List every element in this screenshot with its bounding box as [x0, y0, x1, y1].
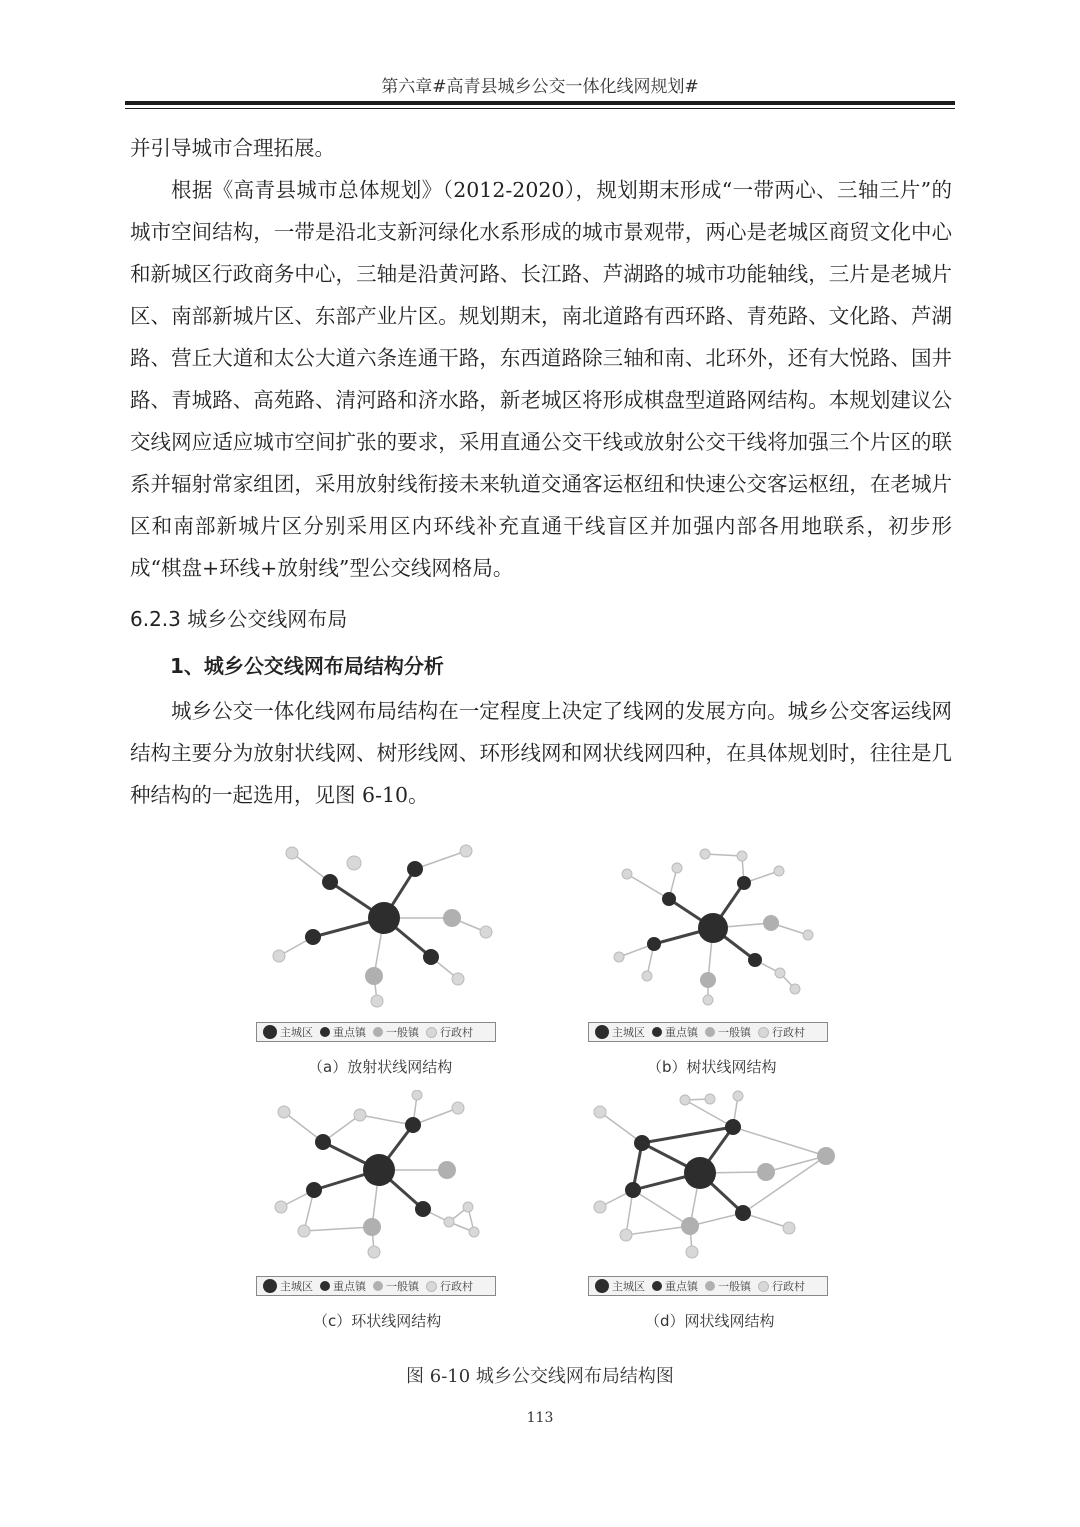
diagram-mesh: [590, 1090, 840, 1290]
diagram-radial: [260, 838, 510, 1038]
legend-c: 主城区 重点镇 一般镇 行政村: [256, 1276, 496, 1296]
subsection-heading: 1、城乡公交线网布局结构分析: [170, 654, 444, 678]
main-city-icon: [595, 1025, 609, 1039]
page-number: 113: [526, 1410, 554, 1426]
key-town-icon: [320, 1027, 330, 1037]
subcaption-b: （b）树状线网结构: [647, 1058, 777, 1076]
diagram-ring: [262, 1090, 512, 1290]
figure-caption: 图 6-10 城乡公交线网布局结构图: [406, 1366, 674, 1387]
header-rule-thick: [125, 101, 955, 105]
paragraph-3: 城乡公交一体化线网布局结构在一定程度上决定了线网的发展方向。城乡公交客运线网结构主要分为放射状线网、树形线网、环形线网和网状线网四种，在具体规划时，往往是几种结构的一起选用，见图 6-10。: [130, 699, 952, 807]
subcaption-a: （a）放射状线网结构: [308, 1058, 453, 1076]
general-town-icon: [373, 1027, 383, 1037]
main-city-icon: [595, 1279, 609, 1293]
general-town-icon: [705, 1027, 715, 1037]
key-town-icon: [652, 1281, 662, 1291]
legend-a: 主城区 重点镇 一般镇 行政村: [256, 1022, 496, 1042]
header-rule-thin: [125, 108, 955, 109]
general-town-icon: [373, 1281, 383, 1291]
key-town-icon: [320, 1281, 330, 1291]
diagram-tree: [592, 838, 842, 1038]
paragraph-1: 并引导城市合理拓展。: [130, 136, 335, 160]
general-town-icon: [705, 1281, 715, 1291]
subcaption-d: （d）网状线网结构: [645, 1312, 775, 1330]
main-city-icon: [263, 1279, 277, 1293]
village-icon: [758, 1027, 769, 1038]
subcaption-c: （c）环状线网结构: [313, 1312, 442, 1330]
section-heading: 6.2.3 城乡公交线网布局: [130, 607, 348, 631]
village-icon: [426, 1027, 437, 1038]
legend-d: 主城区 重点镇 一般镇 行政村: [588, 1276, 828, 1296]
main-city-icon: [263, 1025, 277, 1039]
key-town-icon: [652, 1027, 662, 1037]
legend-b: 主城区 重点镇 一般镇 行政村: [588, 1022, 828, 1042]
running-header: 第六章#高青县城乡公交一体化线网规划#: [381, 77, 699, 97]
village-icon: [426, 1281, 437, 1292]
paragraph-2: 根据《高青县城市总体规划》（2012-2020），规划期末形成“一带两心、三轴三片”的城市空间结构，一带是沿北支新河绿化水系形成的城市景观带，两心是老城区商贸文化中心和新城区行政商务中心，三轴是沿黄河路、长江路、芦湖路的城市功能轴线，三片是老城片区、南部新城片区、东部产业片区。规划期末，南北道路有西环路、青苑路、文化路、芦湖路、营丘大道和太公大道六条连通干路，东西道路除三轴和南、北环外，还有大悦路、国井路、青城路、高苑路、清河路和济水路，新老城区将形成棋盘型道路网结构。本规划建议公交线网应适应城市空间扩张的要求，采用直通公交干线或放射公交干线将加强三个片区的联系并辐射常家组团，采用放射线衔接未来轨道交通客运枢纽和快速公交客运枢纽，在老城片区和南部新城片区分别采用区内环线补充直通干线盲区并加强内部各用地联系，初步形成“棋盘+环线+放射线”型公交线网格局。: [130, 178, 952, 580]
village-icon: [758, 1281, 769, 1292]
